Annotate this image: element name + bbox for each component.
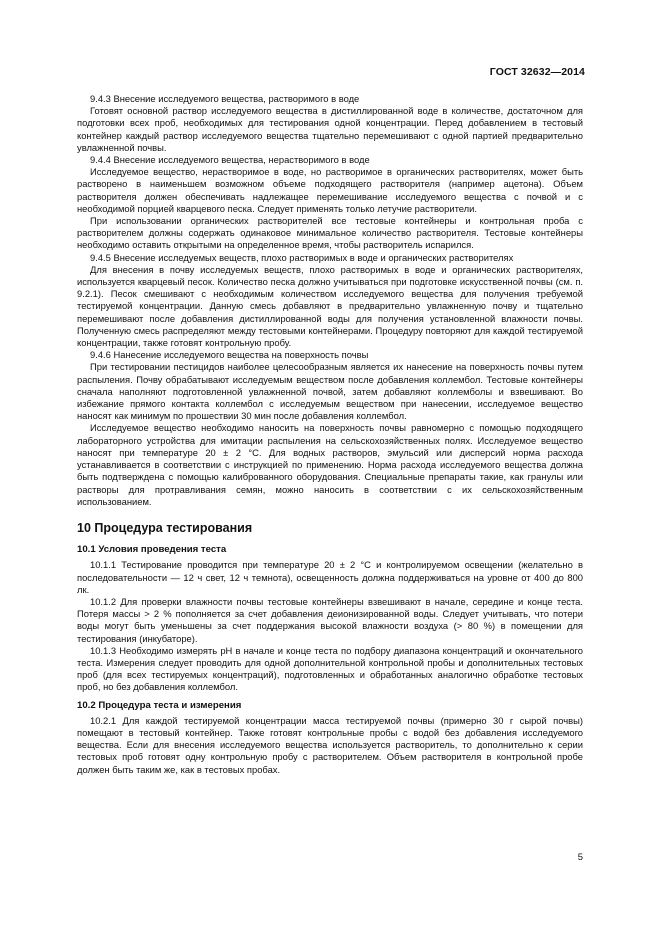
- paragraph: 10.1.1 Тестирование проводится при температуре 20 ± 2 °C и контролируемом освещении (желательно в последовательности — 12 ч свет, 12 ч темнота), освещенность должна поддерживаться на уровне от 400 до 800 лк.: [77, 559, 583, 595]
- subsection-heading: 9.4.3 Внесение исследуемого вещества, растворимого в воде: [90, 93, 360, 104]
- paragraph: Готовят основной раствор исследуемого вещества в дистиллированной воде в количестве, достаточном для подготовки всех проб, необходимых для тестирования одной концентрации. Перед добавлением в тестовый контейнер каждый раствор исследуемого вещества тщательно перемешивают с одной партией предварительно увлажненной почвы.: [77, 105, 583, 153]
- paragraph: 10.1.2 Для проверки влажности почвы тестовые контейнеры взвешивают в начале, середине и конце теста. Потеря массы > 2 % пополняется за счет добавления деионизированной воды. Следует учитывать, что потери воды могут быть уменьшены за счет поддержания высокой влажности воздуха (> 80 %) в помещении для тестирования (инкубаторе).: [77, 595, 583, 644]
- page-number: 5: [577, 851, 583, 862]
- subsection-heading: 9.4.4 Внесение исследуемого вещества, нерастворимого в воде: [90, 154, 370, 166]
- paragraph: Исследуемое вещество, нерастворимое в воде, но растворимое в органических растворителях, может быть растворено в наименьшем возможном объеме подходящего растворителя (например ацетона). Объем растворителя должен обеспечивать надлежащее перемешивание исследуемого вещества с почвой и с необходимой порцией кварцевого песка. Следует применять только летучие растворители.: [77, 166, 583, 214]
- subsection-heading: 9.4.5 Внесение исследуемых веществ, плохо растворимых в воде и органических растворителях: [90, 251, 514, 263]
- paragraph: Исследуемое вещество необходимо наносить на поверхность почвы равномерно с помощью подходящего лабораторного устройства для имитации распыления на сельскохозяйственных полях. Исследуемое вещество наносят при температуре 20 ± 2 °C. Для водных растворов, эмульсий или дисперсий норма расхода устанавливается в соответствии с инструкцией по применению. Норма расхода исследуемого вещества должна быть подтверждена с помощью калиброванного оборудования. Специальные препараты такие, как гранулы или растворы для протравливания семян, можно наносить в соответствии с их сельскохозяйственным использованием.: [77, 422, 583, 507]
- document-body: [77, 93, 583, 776]
- subsection-title: 10.1 Условия проведения теста: [77, 544, 227, 556]
- paragraph: 10.1.3 Необходимо измерять pH в начале и конце теста по подбору диапазона концентраций и окончательного теста. Измерения следует проводить для одной дополнительной контрольной пробы и дополнительных тестовых проб (для всех тестируемых концентраций), подготовленных и обработанных аналогично обработке тестовых проб, но без добавления коллембол.: [77, 644, 583, 693]
- paragraph: Для внесения в почву исследуемых веществ, плохо растворимых в воде и органических растворителях, используется кварцевый песок. Количество песка должно учитываться при подготовке искусственной почвы (см. п. 9.2.1). Песок смешивают с необходимым количеством исследуемого вещества для получения требуемой тестируемой концентрации. Данную смесь добавляют в предварительно увлажненную почву и тщательно перемешивают после добавления дистиллированной воды для получения установленной влажности почвы. Полученную смесь распределяют между тестовыми контейнерами. Процедуру повторяют для каждой тестируемой концентрации, также готовят контрольную пробу.: [77, 263, 583, 349]
- section-heading: 10 Процедура тестирования: [77, 520, 253, 535]
- paragraph: При использовании органических растворителей все тестовые контейнеры и контрольная проба с растворителем должны содержать одинаковое минимальное количество растворителя. Тестовые контейнеры необходимо оставить открытыми на определенное время, чтобы растворитель испарился.: [77, 215, 583, 251]
- paragraph: 10.2.1 Для каждой тестируемой концентрации масса тестируемой почвы (примерно 30 г сырой почвы) помещают в тестовый контейнер. Также готовят контрольные пробы с водой без добавления исследуемого вещества. Если для внесения исследуемого вещества используется растворитель, то дополнительно к серии тестовых проб готовят одну контрольную пробу с растворителем. Объем растворителя в контрольной пробе должен быть таким же, как в тестовых пробах.: [77, 714, 583, 775]
- subsection-heading: 9.4.6 Нанесение исследуемого вещества на поверхность почвы: [90, 349, 369, 361]
- paragraph: При тестировании пестицидов наиболее целесообразным является их нанесение на поверхность почвы путем распыления. Почву обрабатывают исследуемым веществом после добавления коллембол. Тестовые контейнеры сначала наполняют подготовленной увлажненной почвой, затем добавляют коллемболы и взвешивают. Во избежание прямого контакта коллембол с исследуемым веществом при нанесении, исследуемое вещество наносят как минимум по прошествии 30 мин после добавления коллембол.: [77, 361, 583, 422]
- standard-id: ГОСТ 32632—2014: [489, 66, 585, 78]
- subsection-title: 10.2 Процедура теста и измерения: [77, 699, 242, 711]
